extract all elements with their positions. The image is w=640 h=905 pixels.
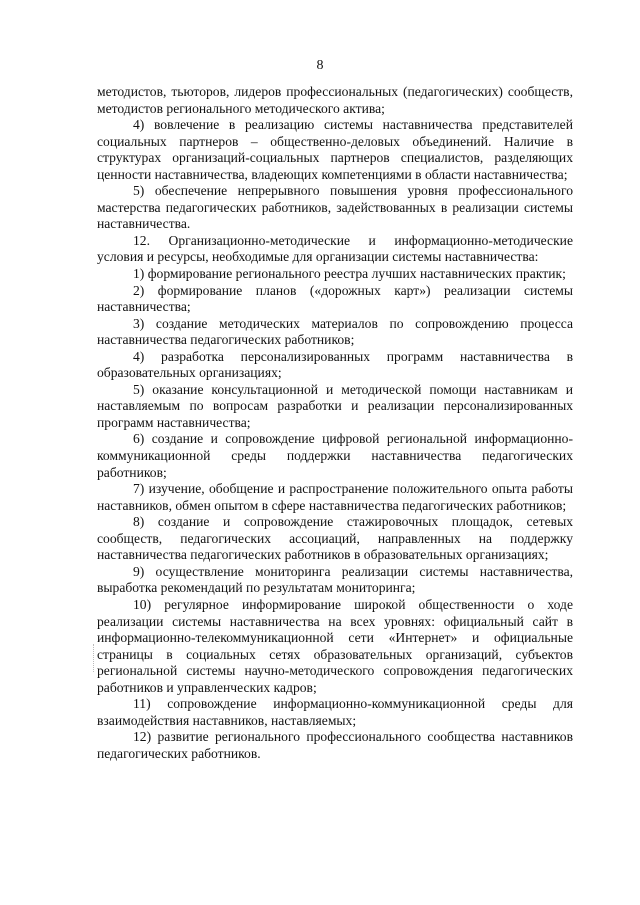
paragraph-item-4-social-partners: 4) вовлечение в реализацию системы наставничества представителей социальных партнеров – общественно-деловых объединений. Наличие в структурах организаций-социальных партнеров специалистов, разделяющих ценности наставничества, владеющих компетенциями в области наставничества;	[97, 117, 573, 182]
document-body	[97, 84, 573, 762]
page-number: 8	[316, 58, 324, 73]
paragraph-list-item-4: 4) разработка персонализированных программ наставничества в образовательных организациях;	[97, 348, 573, 381]
paragraph-section-12: 12. Организационно-методические и информационно-методические условия и ресурсы, необходимые для организации системы наставничества:	[97, 232, 573, 265]
paragraph-item-5-professional-growth: 5) обеспечение непрерывного повышения уровня профессионального мастерства педагогических работников, задействованных в реализации системы наставничества.	[97, 183, 573, 232]
paragraph-list-item-9: 9) осуществление мониторинга реализации системы наставничества, выработка рекомендаций по результатам мониторинга;	[97, 563, 573, 596]
paragraph-list-item-2: 2) формирование планов («дорожных карт») реализации системы наставничества;	[97, 282, 573, 315]
paragraph-list-item-3: 3) создание методических материалов по сопровождению процесса наставничества педагогических работников;	[97, 315, 573, 348]
paragraph-list-item-5: 5) оказание консультационной и методической помощи наставникам и наставляемым по вопросам разработки и реализации персонализированных программ наставничества;	[97, 381, 573, 430]
paragraph-list-item-11: 11) сопровождение информационно-коммуникационной среды для взаимодействия наставников, наставляемых;	[97, 696, 573, 728]
paragraph-list-item-1: 1) формирование регионального реестра лучших наставнических практик;	[133, 266, 566, 282]
paragraph-list-item-10: 10) регулярное информирование широкой общественности о ходе реализации системы наставничества на всех уровнях: официальный сайт в информационно-телекоммуникационной сети «Интернет» и официальные страницы в социальных сетях образовательных организаций, субъектов региональной системы научно-методического сопровождения педагогических работников и управленческих кадров;	[97, 596, 573, 695]
margin-scan-mark	[93, 644, 95, 672]
paragraph-list-item-8: 8) создание и сопровождение стажировочных площадок, сетевых сообществ, педагогических ассоциаций, направленных на поддержку наставничества педагогических работников в образовательных организациях;	[97, 514, 573, 563]
paragraph-list-item-12: 12) развитие регионального профессионального сообщества наставников педагогических работников.	[97, 729, 573, 761]
paragraph-list-item-6: 6) создание и сопровождение цифровой региональной информационно-коммуникационной среды поддержки наставничества педагогических работников;	[97, 431, 573, 480]
paragraph-continuation: методистов, тьюторов, лидеров профессиональных (педагогических) сообществ, методистов регионального методического актива;	[97, 84, 573, 116]
paragraph-list-item-7: 7) изучение, обобщение и распространение положительного опыта работы наставников, обмен опытом в сфере наставничества педагогических работников;	[97, 481, 573, 513]
